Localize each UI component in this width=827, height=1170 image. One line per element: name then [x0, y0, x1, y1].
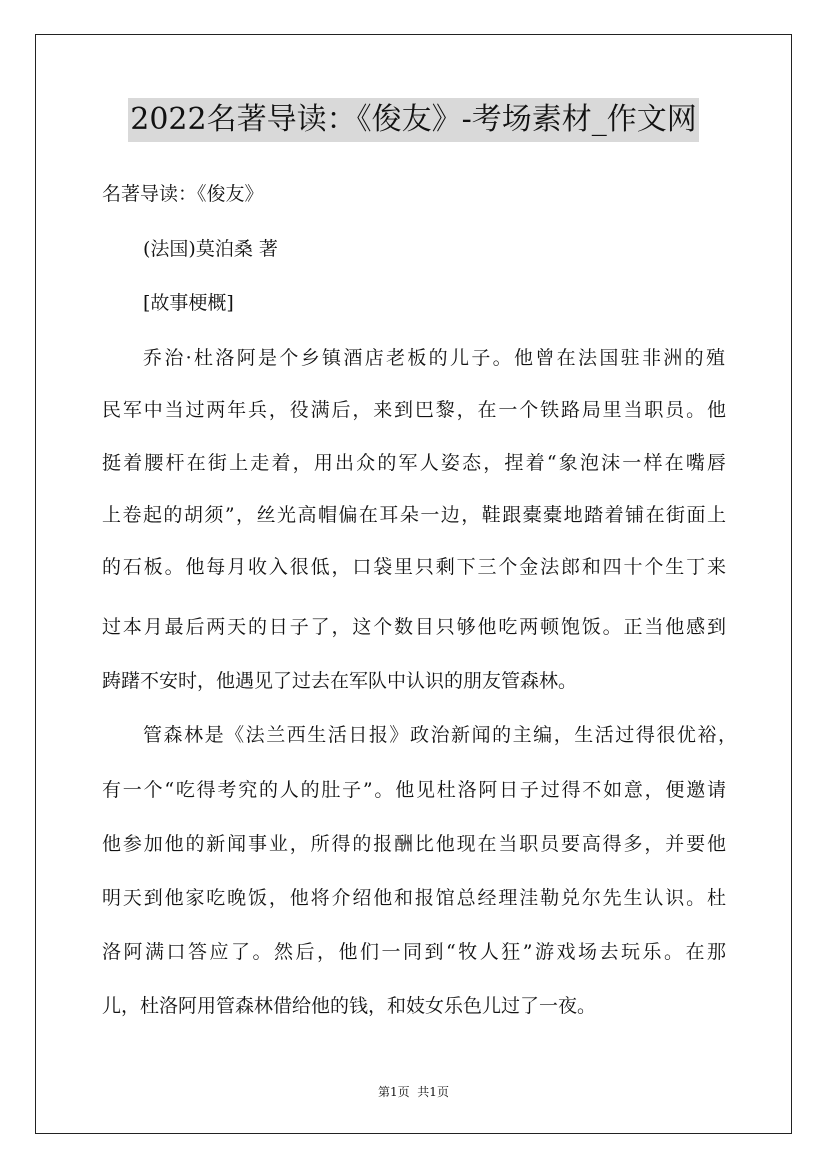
- paragraph-line: 乔治·杜洛阿是个乡镇酒店老板的儿子。他曾在法国驻非洲的殖: [143, 347, 725, 369]
- author-line: (法国)莫泊桑 著: [143, 238, 278, 260]
- paragraph-line: 过本月最后两天的日子了，这个数目只够他吃两顿饱饭。正当他感到: [102, 616, 726, 638]
- paragraph-line: 的石板。他每月收入很低，口袋里只剩下三个金法郎和四十个生丁来: [102, 556, 726, 578]
- paragraph-line: 挺着腰杆在街上走着，用出众的军人姿态，捏着“象泡沫一样在嘴唇: [102, 452, 726, 474]
- section-heading: [故事梗概]: [143, 292, 234, 314]
- document-title: 2022名著导读：《俊友》-考场素材_作文网: [128, 98, 698, 142]
- subtitle: 名著导读：《俊友》: [102, 183, 264, 205]
- paragraph-line: 上卷起的胡须”，丝光高帽偏在耳朵一边，鞋跟橐橐地踏着铺在街面上: [102, 504, 726, 526]
- paragraph-line: 他参加他的新闻事业，所得的报酬比他现在当职员要高得多，并要他: [102, 833, 726, 855]
- paragraph-line: 儿，杜洛阿用管森林借给他的钱，和妓女乐色儿过了一夜。: [102, 995, 597, 1017]
- paragraph-line: 管森林是《法兰西生活日报》政治新闻的主编，生活过得很优裕，: [143, 724, 737, 746]
- paragraph-line: 踌躇不安时，他遇见了过去在军队中认识的朋友管森林。: [102, 670, 578, 692]
- paragraph-line: 民军中当过两年兵，役满后，来到巴黎，在一个铁路局里当职员。他: [102, 399, 726, 421]
- paragraph-line: 洛阿满口答应了。然后，他们一同到“牧人狂”游戏场去玩乐。在那: [102, 941, 726, 963]
- page-number: 第1页 共1页: [378, 1085, 449, 1099]
- paragraph-line: 明天到他家吃晚饭，他将介绍他和报馆总经理洼勒兑尔先生认识。杜: [102, 887, 726, 909]
- paragraph-line: 有一个“吃得考究的人的肚子”。他见杜洛阿日子过得不如意，便邀请: [102, 779, 726, 801]
- title-area: [0, 98, 827, 142]
